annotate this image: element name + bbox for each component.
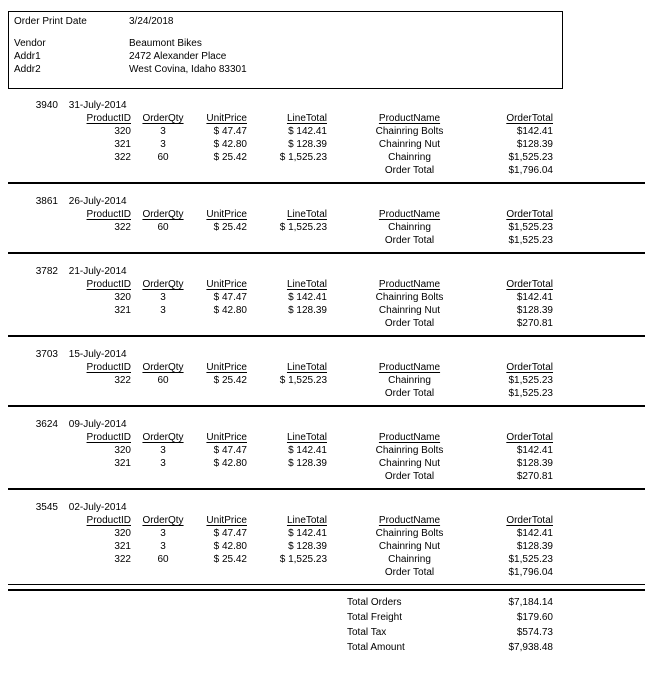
order-total-label: Order Total: [384, 388, 435, 399]
spacer-cell: [36, 234, 327, 247]
report-summary: [8, 589, 645, 655]
line-total-cell: $ 1,525.23: [279, 222, 327, 233]
summary-row: [8, 625, 645, 640]
order-qty-cell: 60: [157, 375, 169, 386]
print-date-value: 3/24/2018: [129, 16, 174, 27]
vendor-name: Beaumont Bikes: [129, 38, 202, 49]
order-line-row: [36, 138, 553, 151]
section-divider: [8, 252, 645, 254]
unit-price-cell: $ 47.47: [213, 292, 247, 303]
order-total-row: [36, 234, 553, 247]
order-section: [0, 501, 650, 585]
order-table: [36, 361, 553, 400]
line-total-cell: $ 128.39: [288, 458, 327, 469]
column-header-orderqty: OrderQty: [142, 209, 184, 220]
spacer-cell: [36, 470, 327, 483]
addr2-row: [14, 63, 562, 76]
addr2-value: West Covina, Idaho 83301: [129, 64, 247, 75]
order-total-cell: $128.39: [516, 541, 553, 552]
order-header: [28, 99, 650, 112]
order-total-label: Order Total: [384, 235, 435, 246]
product-name-cell: Chainring: [388, 222, 431, 233]
order-table: [36, 278, 553, 330]
product-name-cell: Chainring Nut: [378, 541, 441, 552]
order-total-cell: $142.41: [516, 528, 553, 539]
spacer-cell: [36, 164, 327, 177]
addr2-label: Addr2: [14, 64, 41, 75]
order-total-value: $1,525.23: [508, 235, 553, 246]
column-header-productname: ProductName: [378, 515, 441, 526]
order-header: [28, 418, 650, 431]
line-total-cell: $ 128.39: [288, 541, 327, 552]
unit-price-cell: $ 42.80: [213, 139, 247, 150]
order-header: [28, 501, 650, 514]
column-header-unitprice: UnitPrice: [206, 515, 247, 526]
order-qty-cell: 3: [160, 445, 166, 456]
column-header-linetotal: LineTotal: [286, 362, 327, 373]
addr1-label: Addr1: [14, 51, 41, 62]
column-header-linetotal: LineTotal: [286, 113, 327, 124]
unit-price-cell: $ 42.80: [213, 458, 247, 469]
section-divider: [8, 488, 645, 490]
unit-price-cell: $ 42.80: [213, 541, 247, 552]
column-header-productid: ProductID: [86, 279, 131, 290]
order-qty-cell: 3: [160, 458, 166, 469]
order-qty-cell: 60: [157, 554, 169, 565]
spacer-cell: [36, 387, 327, 400]
product-id-cell: 320: [114, 292, 131, 303]
order-total-value: $1,796.04: [508, 567, 553, 578]
product-name-cell: Chainring: [388, 375, 431, 386]
column-header-orderqty: OrderQty: [142, 432, 184, 443]
order-total-cell: $1,525.23: [508, 152, 553, 163]
order-table: [36, 431, 553, 483]
report-body: [0, 99, 650, 655]
section-divider: [8, 405, 645, 407]
column-header-row: [36, 112, 553, 125]
order-id: 3545: [35, 502, 58, 513]
column-header-productid: ProductID: [86, 362, 131, 373]
unit-price-cell: $ 25.42: [213, 554, 247, 565]
order-total-row: [36, 470, 553, 483]
column-header-ordertotal: OrderTotal: [506, 209, 553, 220]
product-id-cell: 320: [114, 126, 131, 137]
product-name-cell: Chainring Bolts: [375, 126, 444, 137]
column-header-productid: ProductID: [86, 432, 131, 443]
column-header-orderqty: OrderQty: [142, 113, 184, 124]
unit-price-cell: $ 25.42: [213, 152, 247, 163]
unit-price-cell: $ 47.47: [213, 445, 247, 456]
line-total-cell: $ 142.41: [288, 528, 327, 539]
order-id: 3940: [35, 100, 58, 111]
column-header-unitprice: UnitPrice: [206, 362, 247, 373]
column-header-ordertotal: OrderTotal: [506, 362, 553, 373]
order-section: [0, 195, 650, 254]
product-name-cell: Chainring Nut: [378, 458, 441, 469]
order-line-row: [36, 304, 553, 317]
order-qty-cell: 60: [157, 152, 169, 163]
summary-label: Total Freight: [347, 612, 403, 623]
unit-price-cell: $ 25.42: [213, 222, 247, 233]
product-id-cell: 320: [114, 445, 131, 456]
product-id-cell: 322: [114, 152, 131, 163]
product-name-cell: Chainring Bolts: [375, 445, 444, 456]
spacer-cell: [36, 317, 327, 330]
product-id-cell: 321: [114, 541, 131, 552]
column-header-productid: ProductID: [86, 515, 131, 526]
order-table: [36, 112, 553, 177]
summary-label: Total Orders: [347, 597, 402, 608]
column-header-productname: ProductName: [378, 279, 441, 290]
product-id-cell: 322: [114, 375, 131, 386]
order-total-cell: $128.39: [516, 305, 553, 316]
order-total-label: Order Total: [384, 471, 435, 482]
order-header: [28, 195, 650, 208]
order-id: 3624: [35, 419, 58, 430]
order-total-row: [36, 387, 553, 400]
line-total-cell: $ 1,525.23: [279, 554, 327, 565]
order-qty-cell: 3: [160, 541, 166, 552]
order-section: [0, 418, 650, 490]
column-header-row: [36, 208, 553, 221]
order-date: 31-July-2014: [68, 100, 127, 111]
summary-value: $574.73: [516, 627, 553, 638]
order-total-cell: $128.39: [516, 139, 553, 150]
print-date-label: Order Print Date: [14, 16, 87, 27]
print-date-row: [14, 15, 562, 28]
addr1-value: 2472 Alexander Place: [129, 51, 227, 62]
column-header-productname: ProductName: [378, 113, 441, 124]
summary-row: [8, 640, 645, 655]
order-qty-cell: 3: [160, 139, 166, 150]
order-date: 09-July-2014: [68, 419, 127, 430]
order-section: [0, 348, 650, 407]
summary-value: $7,184.14: [508, 597, 553, 608]
product-name-cell: Chainring Nut: [378, 139, 441, 150]
order-line-row: [36, 151, 553, 164]
product-name-cell: Chainring Bolts: [375, 528, 444, 539]
product-id-cell: 322: [114, 554, 131, 565]
order-section: [0, 99, 650, 184]
unit-price-cell: $ 42.80: [213, 305, 247, 316]
column-header-productname: ProductName: [378, 432, 441, 443]
section-divider: [8, 584, 645, 585]
column-header-row: [36, 361, 553, 374]
order-total-value: $270.81: [516, 471, 553, 482]
line-total-cell: $ 1,525.23: [279, 152, 327, 163]
column-header-row: [36, 278, 553, 291]
product-id-cell: 321: [114, 139, 131, 150]
order-total-cell: $142.41: [516, 126, 553, 137]
column-header-linetotal: LineTotal: [286, 279, 327, 290]
vendor-row: [14, 37, 562, 50]
line-total-cell: $ 142.41: [288, 445, 327, 456]
order-header: [28, 348, 650, 361]
column-header-linetotal: LineTotal: [286, 515, 327, 526]
order-header: [28, 265, 650, 278]
order-id: 3703: [35, 349, 58, 360]
summary-value: $179.60: [516, 612, 553, 623]
column-header-row: [36, 514, 553, 527]
order-qty-cell: 3: [160, 528, 166, 539]
column-header-productname: ProductName: [378, 362, 441, 373]
order-total-row: [36, 164, 553, 177]
order-total-label: Order Total: [384, 318, 435, 329]
column-header-ordertotal: OrderTotal: [506, 279, 553, 290]
product-name-cell: Chainring: [388, 152, 431, 163]
line-total-cell: $ 128.39: [288, 305, 327, 316]
order-total-cell: $142.41: [516, 445, 553, 456]
product-id-cell: 321: [114, 305, 131, 316]
order-section: [0, 265, 650, 337]
product-id-cell: 320: [114, 528, 131, 539]
column-header-unitprice: UnitPrice: [206, 279, 247, 290]
column-header-productid: ProductID: [86, 209, 131, 220]
product-id-cell: 321: [114, 458, 131, 469]
order-total-row: [36, 317, 553, 330]
column-header-unitprice: UnitPrice: [206, 432, 247, 443]
summary-row: [8, 595, 645, 610]
line-total-cell: $ 142.41: [288, 292, 327, 303]
order-line-row: [36, 291, 553, 304]
order-id: 3782: [35, 266, 58, 277]
order-total-label: Order Total: [384, 165, 435, 176]
order-qty-cell: 60: [157, 222, 169, 233]
column-header-orderqty: OrderQty: [142, 515, 184, 526]
vendor-info-box: [8, 11, 563, 89]
order-line-row: [36, 457, 553, 470]
product-id-cell: 322: [114, 222, 131, 233]
order-total-cell: $1,525.23: [508, 222, 553, 233]
product-name-cell: Chainring Nut: [378, 305, 441, 316]
column-header-ordertotal: OrderTotal: [506, 515, 553, 526]
summary-row: [8, 610, 645, 625]
order-qty-cell: 3: [160, 292, 166, 303]
column-header-row: [36, 431, 553, 444]
order-date: 02-July-2014: [68, 502, 127, 513]
order-total-value: $1,525.23: [508, 388, 553, 399]
order-total-cell: $1,525.23: [508, 375, 553, 386]
order-table: [36, 514, 553, 579]
order-line-row: [36, 553, 553, 566]
order-line-row: [36, 444, 553, 457]
order-line-row: [36, 540, 553, 553]
order-total-value: $1,796.04: [508, 165, 553, 176]
product-name-cell: Chainring: [388, 554, 431, 565]
line-total-cell: $ 128.39: [288, 139, 327, 150]
section-divider: [8, 182, 645, 184]
column-header-linetotal: LineTotal: [286, 432, 327, 443]
unit-price-cell: $ 47.47: [213, 528, 247, 539]
order-line-row: [36, 125, 553, 138]
addr1-row: [14, 50, 562, 63]
order-date: 26-July-2014: [68, 196, 127, 207]
summary-label: Total Amount: [347, 642, 405, 653]
column-header-orderqty: OrderQty: [142, 362, 184, 373]
order-qty-cell: 3: [160, 305, 166, 316]
column-header-unitprice: UnitPrice: [206, 209, 247, 220]
column-header-linetotal: LineTotal: [286, 209, 327, 220]
product-name-cell: Chainring Bolts: [375, 292, 444, 303]
order-total-cell: $142.41: [516, 292, 553, 303]
order-total-label: Order Total: [384, 567, 435, 578]
section-divider: [8, 335, 645, 337]
spacer-cell: [36, 566, 327, 579]
summary-label: Total Tax: [347, 627, 387, 638]
line-total-cell: $ 142.41: [288, 126, 327, 137]
order-line-row: [36, 221, 553, 234]
column-header-unitprice: UnitPrice: [206, 113, 247, 124]
vendor-label: Vendor: [14, 38, 46, 49]
summary-value: $7,938.48: [508, 642, 553, 653]
order-date: 21-July-2014: [68, 266, 127, 277]
column-header-ordertotal: OrderTotal: [506, 432, 553, 443]
order-total-cell: $128.39: [516, 458, 553, 469]
order-date: 15-July-2014: [68, 349, 127, 360]
line-total-cell: $ 1,525.23: [279, 375, 327, 386]
column-header-productid: ProductID: [86, 113, 131, 124]
order-qty-cell: 3: [160, 126, 166, 137]
order-total-value: $270.81: [516, 318, 553, 329]
order-total-row: [36, 566, 553, 579]
order-total-cell: $1,525.23: [508, 554, 553, 565]
order-table: [36, 208, 553, 247]
unit-price-cell: $ 47.47: [213, 126, 247, 137]
column-header-orderqty: OrderQty: [142, 279, 184, 290]
orders-list: [0, 99, 650, 585]
order-line-row: [36, 527, 553, 540]
order-line-row: [36, 374, 553, 387]
column-header-productname: ProductName: [378, 209, 441, 220]
order-id: 3861: [35, 196, 58, 207]
column-header-ordertotal: OrderTotal: [506, 113, 553, 124]
unit-price-cell: $ 25.42: [213, 375, 247, 386]
